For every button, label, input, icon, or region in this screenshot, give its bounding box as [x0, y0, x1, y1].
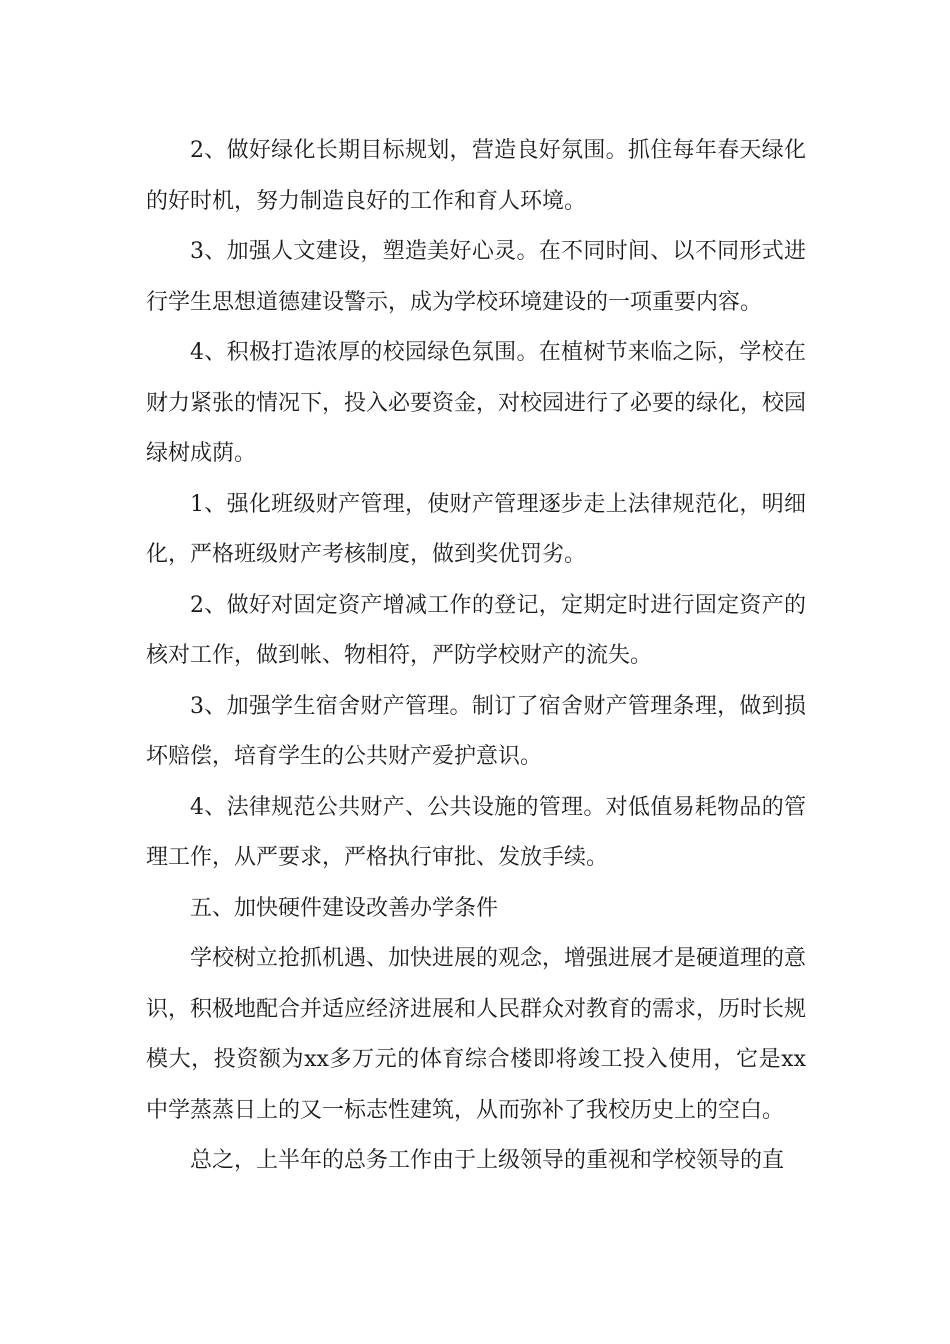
paragraph-humanities: 3、加强人文建设，塑造美好心灵。在不同时间、以不同形式进行学生思想道德建设警示，成为学校环境建设的一项重要内容。 [146, 239, 806, 315]
paragraph-fixed-assets: 2、做好对固定资产增减工作的登记，定期定时进行固定资产的核对工作，做到帐、物相符，严防学校财产的流失。 [146, 592, 806, 668]
paragraph-class-property: 1、强化班级财产管理，使财产管理逐步走上法律规范化，明细化，严格班级财产考核制度，做到奖优罚劣。 [146, 491, 806, 567]
paragraph-summary: 总之，上半年的总务工作由于上级领导的重视和学校领导的直 [190, 1148, 785, 1173]
paragraph-campus-green: 4、积极打造浓厚的校园绿色氛围。在植树节来临之际，学校在财力紧张的情况下，投入必要资金，对校园进行了必要的绿化，校园绿树成荫。 [146, 340, 807, 466]
paragraph-greening-plan: 2、做好绿化长期目标规划，营造良好氛围。抓住每年春天绿化的好时机，努力制造良好的工作和育人环境。 [146, 138, 806, 214]
paragraph-dorm-property: 3、加强学生宿舍财产管理。制订了宿舍财产管理条理，做到损坏赔偿，培育学生的公共财产爱护意识。 [146, 693, 806, 769]
document-body [146, 126, 806, 1187]
paragraph-hardware-construction: 学校树立抢抓机遇、加快进展的观念，增强进展才是硬道理的意识，积极地配合并适应经济进展和人民群众对教育的需求，历时长规模大，投资额为xx多万元的体育综合楼即将竣工投入使用，它是xx中学蒸蒸日上的又一标志性建筑，从而弥补了我校历史上的空白。 [146, 946, 807, 1123]
section-heading-hardware: 五、加快硬件建设改善办学条件 [190, 895, 499, 921]
paragraph-public-facilities: 4、法律规范公共财产、公共设施的管理。对低值易耗物品的管理工作，从严要求，严格执行审批、发放手续。 [146, 794, 806, 870]
